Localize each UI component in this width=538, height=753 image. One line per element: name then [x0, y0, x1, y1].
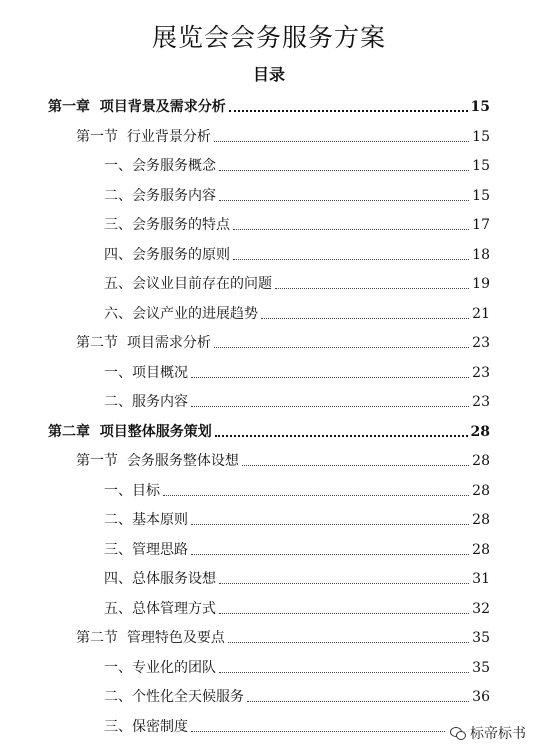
toc-entry-page: 28: [472, 512, 490, 528]
toc-entry-page: 23: [472, 335, 490, 351]
toc-entry-page: 36: [472, 689, 490, 705]
toc-entry-page: 17: [472, 217, 490, 233]
toc-entry[interactable]: [76, 124, 490, 146]
toc-entry-page: 23: [472, 364, 490, 381]
toc-leader-dots: [219, 583, 469, 584]
toc-entry[interactable]: [104, 212, 490, 234]
toc-entry[interactable]: [104, 596, 490, 618]
toc-entry[interactable]: [104, 271, 490, 293]
toc-entry[interactable]: [104, 242, 490, 264]
toc-heading: 目录: [252, 65, 285, 84]
toc-leader-dots: [191, 377, 469, 378]
toc-entry-label: 第二章 项目整体服务策划: [48, 423, 212, 440]
toc-entry[interactable]: [104, 389, 490, 411]
toc-leader-dots: [261, 318, 469, 319]
toc-entry[interactable]: [48, 94, 490, 116]
toc-entry[interactable]: [104, 714, 490, 736]
toc-leader-dots: [219, 170, 469, 171]
page-title: 展览会会务服务方案: [151, 23, 386, 52]
toc-entry-label: 三、会务服务的特点: [104, 217, 230, 233]
toc-entry-page: 19: [472, 276, 490, 292]
toc-entry-label: 四、总体服务设想: [104, 571, 216, 587]
toc-entry[interactable]: [104, 478, 490, 500]
toc-entry[interactable]: [76, 448, 490, 470]
toc-leader-dots: [191, 406, 469, 407]
toc-leader-dots: [219, 672, 469, 673]
toc-entry-page: 32: [472, 600, 490, 617]
toc-entry-label: 二、会务服务内容: [104, 187, 216, 204]
toc-leader-dots: [191, 554, 469, 555]
watermark: [446, 721, 530, 745]
toc-entry-label: 五、会议业目前存在的问题: [104, 276, 272, 292]
toc-leader-dots: [233, 259, 469, 260]
toc-entry-label: 二、个性化全天候服务: [104, 689, 244, 705]
toc-entry-label: 第二节 项目需求分析: [76, 335, 211, 351]
toc-leader-dots: [191, 524, 469, 525]
toc-entry-page: 15: [472, 128, 490, 145]
toc-entry[interactable]: [104, 537, 490, 559]
toc-entry-page: 18: [472, 246, 490, 263]
toc-entry[interactable]: [48, 419, 490, 441]
toc-entry[interactable]: [104, 507, 490, 529]
toc-leader-dots: [163, 495, 469, 496]
toc-entry[interactable]: [76, 330, 490, 352]
toc-entry[interactable]: [104, 566, 490, 588]
toc-entry-label: 一、会务服务概念: [104, 158, 216, 174]
toc-entry[interactable]: [76, 625, 490, 647]
toc-entry-label: 一、目标: [104, 482, 160, 499]
toc-entry[interactable]: [104, 684, 490, 706]
toc-entry-page: 15: [472, 187, 490, 204]
toc-entry-page: 35: [472, 630, 490, 646]
toc-leader-dots: [214, 347, 469, 348]
toc-leader-dots: [214, 141, 469, 142]
toc-entry[interactable]: [104, 153, 490, 175]
toc-leader-dots: [219, 200, 469, 201]
toc-entry-page: 35: [472, 659, 490, 676]
toc-entry[interactable]: [104, 360, 490, 382]
toc-leader-dots: [275, 288, 469, 289]
wechat-icon: [450, 726, 466, 740]
toc-entry-label: 六、会议产业的进展趋势: [104, 305, 258, 322]
toc-entry[interactable]: [104, 301, 490, 323]
toc-entry-page: 28: [472, 453, 490, 469]
toc-entry-page: 28: [470, 423, 490, 440]
toc-leader-dots: [233, 229, 469, 230]
toc-entry-page: 23: [472, 394, 490, 410]
toc-entry-page: 15: [470, 99, 490, 115]
toc-leader-dots: [191, 731, 469, 732]
toc-entry-label: 一、专业化的团队: [104, 659, 216, 676]
toc-entry[interactable]: [104, 183, 490, 205]
watermark-text: 标帝标书: [470, 726, 526, 742]
toc-leader-dots: [247, 701, 469, 702]
toc-entry-label: 一、项目概况: [104, 364, 188, 381]
toc-leader-dots: [219, 613, 469, 614]
toc-entry-page: 28: [472, 482, 490, 499]
toc-entry-label: 第一节 会务服务整体设想: [76, 453, 239, 469]
toc-leader-dots: [215, 435, 468, 437]
toc-entry-label: 第一章 项目背景及需求分析: [48, 99, 226, 115]
toc-entry[interactable]: [104, 655, 490, 677]
toc-entry-label: 第一节 行业背景分析: [76, 128, 211, 145]
toc-entry-label: 三、保密制度: [104, 718, 188, 735]
toc-leader-dots: [242, 465, 469, 466]
toc-leader-dots: [228, 642, 469, 643]
toc-entry-label: 三、管理思路: [104, 541, 188, 558]
toc-entry-page: 28: [472, 541, 490, 558]
toc-entry-page: 15: [472, 158, 490, 174]
toc-entry-page: 21: [472, 305, 490, 322]
toc-entry-label: 五、总体管理方式: [104, 600, 216, 617]
toc-entry-label: 二、基本原则: [104, 512, 188, 528]
toc-entry-page: 31: [472, 571, 490, 587]
toc-entry-label: 二、服务内容: [104, 394, 188, 410]
toc-entry-label: 第二节 管理特色及要点: [76, 630, 225, 646]
toc-leader-dots: [229, 110, 468, 112]
toc-entry-label: 四、会务服务的原则: [104, 246, 230, 263]
